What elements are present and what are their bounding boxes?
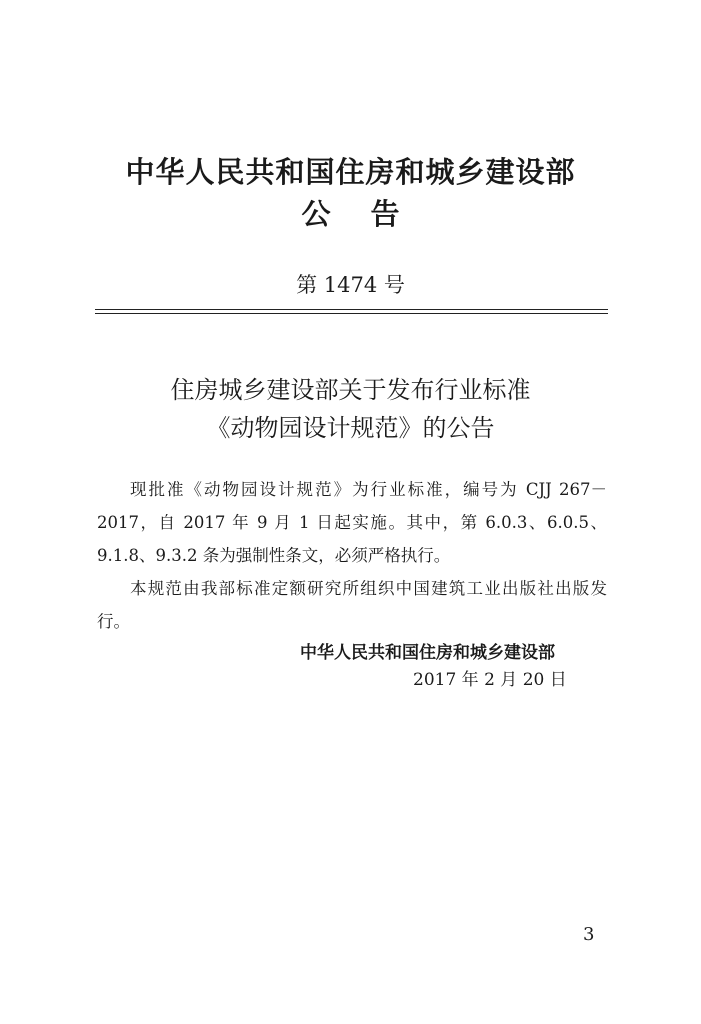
- document-title-line-1: 住房城乡建设部关于发布行业标准: [170, 376, 531, 404]
- notice-number: 第 1474 号: [296, 273, 405, 297]
- notice-body: [97, 473, 607, 638]
- notice-heading-char-2: 告: [370, 197, 400, 231]
- notice-heading: [0, 192, 701, 233]
- body-paragraph-1: 现批准《动物园设计规范》为行业标准，编号为 CJJ 267－2017，自 2017 年 9 月 1 日起实施。其中，第 6.0.3、6.0.5、9.1.8、9.3.2 条为强制性条文，必须严格执行。: [97, 480, 607, 565]
- signature-date: 2017 年 2 月 20 日: [413, 670, 567, 690]
- issuing-ministry: 中华人民共和国住房和城乡建设部: [125, 155, 576, 189]
- page-number: 3: [583, 924, 595, 945]
- body-paragraph-2: 本规范由我部标准定额研究所组织中国建筑工业出版社出版发行。: [97, 579, 607, 631]
- header-divider: [95, 309, 608, 310]
- notice-heading-char-1: 公: [301, 197, 331, 231]
- header-divider-secondary: [95, 313, 608, 314]
- document-title-line-2: 《动物园设计规范》的公告: [206, 414, 495, 442]
- signature-organization: 中华人民共和国住房和城乡建设部: [300, 643, 555, 663]
